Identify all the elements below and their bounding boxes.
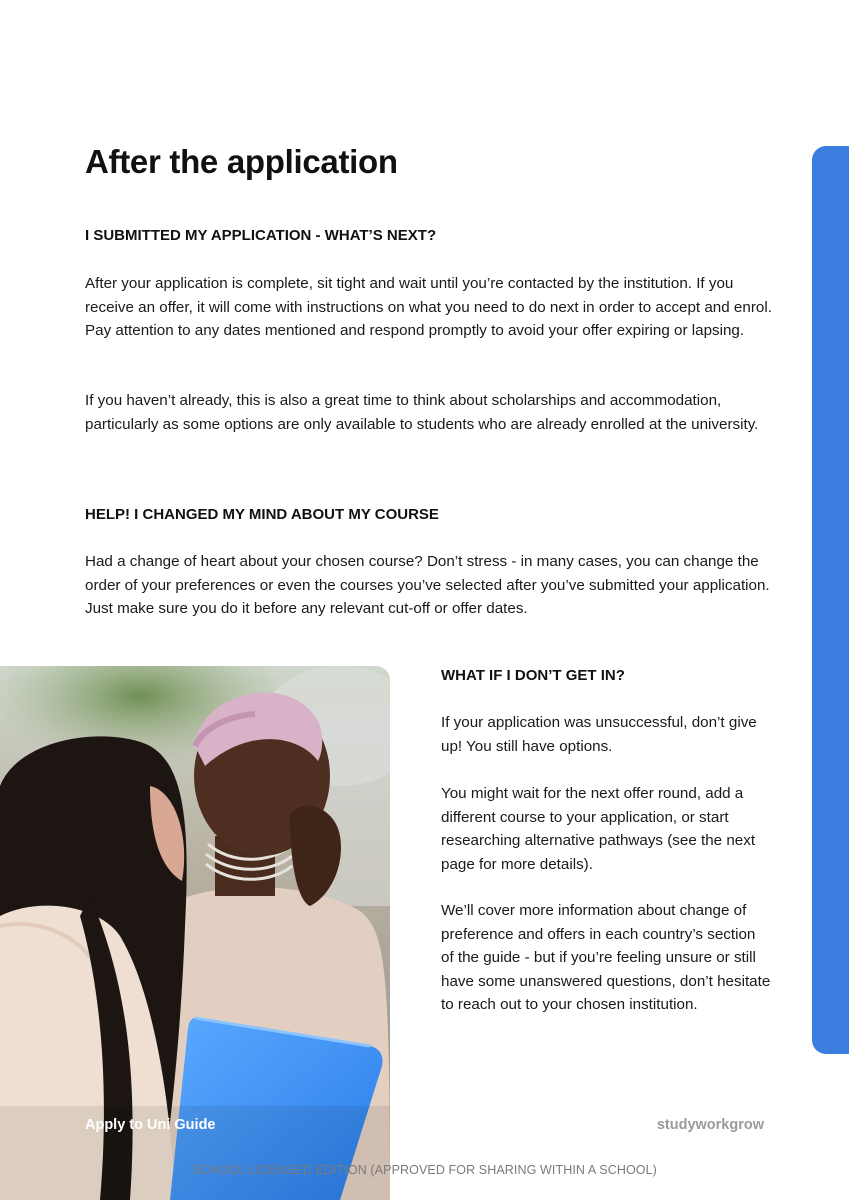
side-accent-tab [812, 146, 849, 1054]
section-heading-submitted: I SUBMITTED MY APPLICATION - WHAT’S NEXT? [85, 227, 437, 244]
paragraph-submitted-1: After your application is complete, sit tight and wait until you’re contacted by the institution. If you receive an offer, it will come with instructions on what you need to do next in order to accept and enrol. Pay attention to any dates mentioned and respond promptly to avoid your offer expiring or lapsing. [85, 275, 772, 339]
footer-brand: studyworkgrow [656, 1117, 764, 1133]
page-title: After the application [85, 143, 398, 180]
paragraph-dont-get-in-1: If your application was unsuccessful, don’t give up! You still have options. [441, 714, 757, 755]
section-heading-changed-mind: HELP! I CHANGED MY MIND ABOUT MY COURSE [85, 506, 439, 523]
section-heading-dont-get-in: WHAT IF I DON’T GET IN? [441, 667, 625, 684]
paragraph-submitted-2: If you haven’t already, this is also a great time to think about scholarships and accommodation, particularly as some options are only available to students who are already enrolled at the university. [85, 392, 759, 433]
edition-notice: SCHOOL LICENSED EDITION (APPROVED FOR SHARING WITHIN A SCHOOL) [192, 1163, 657, 1177]
paragraph-changed-mind: Had a change of heart about your chosen course? Don’t stress - in many cases, you can change the order of your preferences or even the courses you’ve selected after you’ve submitted your application. Just make sure you do it before any relevant cut-off or offer dates. [85, 553, 770, 617]
paragraph-dont-get-in-3: We’ll cover more information about change of preference and offers in each country’s section of the guide - but if you’re feeling unsure or still have some unanswered questions, don’t hesitate to reach out to your chosen institution. [441, 902, 771, 1013]
footer-guide-title: Apply to Uni Guide [85, 1117, 216, 1133]
paragraph-dont-get-in-2: You might wait for the next offer round, add a different course to your application, or start researching alternative pathways (see the next page for more details). [441, 785, 756, 873]
